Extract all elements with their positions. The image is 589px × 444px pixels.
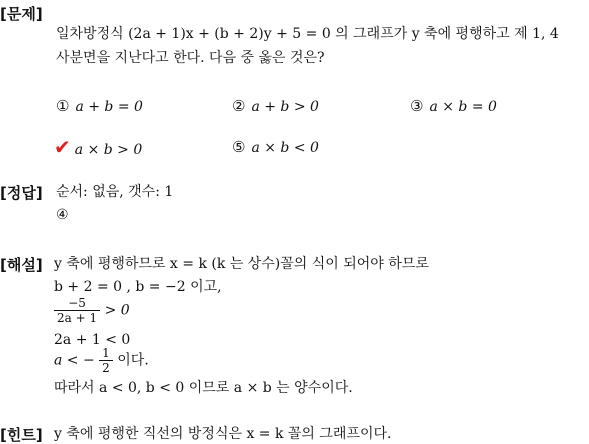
answer-label: [정답] <box>0 184 43 202</box>
choice-3[interactable] <box>410 96 497 117</box>
half-denominator: 2 <box>102 361 110 375</box>
choice-2-text: a + b > 0 <box>251 99 319 115</box>
choice-5-marker: ⑤ <box>232 138 246 156</box>
choice-4[interactable] <box>54 137 142 160</box>
explanation-line-4: 2a + 1 < 0 <box>54 332 131 348</box>
checkmark-icon: ✔ <box>54 135 71 159</box>
half-numerator: 1 <box>99 346 113 361</box>
choice-4-text: a × b > 0 <box>74 142 143 158</box>
choice-3-marker: ③ <box>410 97 424 115</box>
choice-1-text: a + b = 0 <box>75 99 143 115</box>
choice-2[interactable] <box>232 96 319 117</box>
fraction-inequality: > 0 <box>104 302 130 319</box>
explanation-line-6: 따라서 a < 0, b < 0 이므로 a × b 는 양수이다. <box>54 380 353 396</box>
fraction-one-half <box>99 346 113 375</box>
answer-line-2: ④ <box>56 207 69 223</box>
choice-3-text: a × b = 0 <box>429 99 497 115</box>
explanation-fraction-line <box>54 296 130 325</box>
explanation-label: [해설] <box>0 256 43 274</box>
problem-line-1: 일차방정식 (2a + 1)x + (b + 2)y + 5 = 0 의 그래프가 y 축에 평행하고 제 1, 4 <box>56 26 559 42</box>
choice-1[interactable] <box>56 96 143 117</box>
hint-text: y 축에 평행한 직선의 방정식은 x = k 꼴의 그래프이다. <box>54 426 392 442</box>
fraction-denominator: 2a + 1 <box>57 311 98 325</box>
fraction-numerator: −5 <box>54 296 100 311</box>
explanation-line-1: y 축에 평행하므로 x = k (k 는 상수)꼴의 식이 되어야 하므로 <box>54 256 429 272</box>
choice-5-text: a × b < 0 <box>251 140 319 156</box>
answer-line-1: 순서: 없음, 갯수: 1 <box>56 184 174 200</box>
choice-2-marker: ② <box>232 97 246 115</box>
line5-prefix: a < − <box>54 352 95 369</box>
problem-label: [문제] <box>0 5 43 23</box>
line5-suffix: 이다. <box>117 352 149 369</box>
hint-label: [힌트] <box>0 426 43 444</box>
choice-1-marker: ① <box>56 97 70 115</box>
choice-5[interactable] <box>232 137 319 158</box>
fraction-neg5-over-2a1 <box>54 296 100 325</box>
explanation-line-2: b + 2 = 0 , b = −2 이고, <box>54 279 222 295</box>
problem-line-2: 사분면을 지난다고 한다. 다음 중 옳은 것은? <box>56 50 325 66</box>
explanation-line-5 <box>54 346 149 375</box>
